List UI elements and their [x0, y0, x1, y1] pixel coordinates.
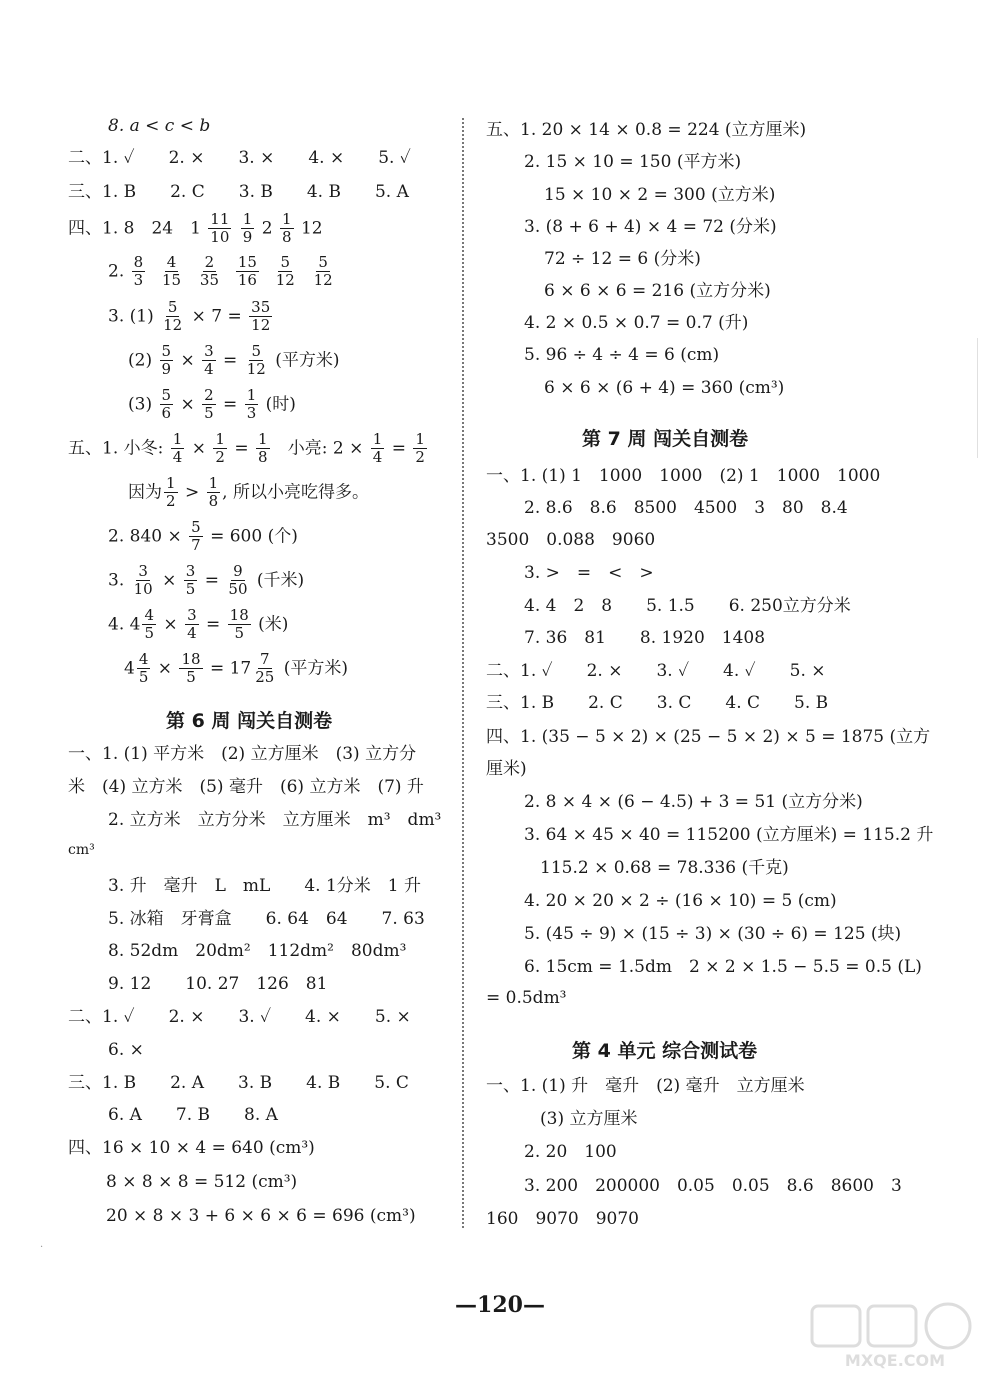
- answer-line: 3500 0.088 9060: [486, 530, 656, 550]
- fraction: $\frac{1}{8}$: [281, 210, 292, 246]
- answer-line: 厘米): [486, 759, 527, 779]
- speck: ·: [40, 1242, 44, 1253]
- answer-line: [108, 255, 337, 289]
- answer-line: 20 × 8 × 3 + 6 × 6 × 6 = 696 (cm³): [106, 1206, 416, 1226]
- answer-line: 一、1. (1) 1 1000 1000 (2) 1 1000 1000: [486, 466, 881, 486]
- answer-line: 8. 52dm 20dm² 112dm² 80dm³: [108, 941, 407, 961]
- answer-line: 15 × 10 × 2 = 300 (立方米): [544, 185, 776, 205]
- answer-line: 3. 升 毫升 L mL 4. 1分米 1 升: [108, 876, 421, 896]
- line-text: = 17: [209, 658, 252, 679]
- line-text: 2: [261, 218, 273, 239]
- answer-line: 4. 4 $\frac{4}{5}$ × $\frac{3}{4}$ = $\frac{18}{5}$ (米): [108, 606, 289, 642]
- answer-line: (3) $\frac{5}{6}$ × $\frac{2}{5}$ = $\frac{1}{3}$ (时): [128, 386, 296, 422]
- fraction: $\frac{11}{10}$: [210, 210, 230, 246]
- answer-line: 4. 20 × 20 × 2 ÷ (16 × 10) = 5 (cm): [524, 891, 837, 911]
- svg-text:MXQE.COM: MXQE.COM: [844, 1351, 946, 1370]
- line-text: (2): [128, 350, 153, 371]
- answer-line: 72 ÷ 12 = 6 (分米): [544, 249, 701, 269]
- answer-line: 9. 12 10. 27 126 81: [108, 974, 328, 994]
- section-heading: 第 4 单元 综合测试卷: [572, 1040, 758, 1062]
- line-text: 4: [124, 658, 135, 679]
- line-text: 12: [300, 218, 323, 239]
- answer-line: 四、1. (35 − 5 × 2) × (25 − 5 × 2) × 5 = 1875 (立方: [486, 727, 931, 747]
- fraction: $\frac{4}{5}$: [144, 606, 154, 642]
- line-text: = 600 (个): [210, 526, 298, 547]
- unit-text: (千米): [256, 570, 305, 591]
- page-number: —120—: [455, 1292, 545, 1318]
- fraction: $\frac{5}{12}$: [313, 253, 333, 289]
- answer-line: 3. 64 × 45 × 40 = 115200 (立方厘米) = 115.2 升: [524, 825, 934, 845]
- answer-line: (2) $\frac{5}{9}$ × $\frac{3}{4}$ = $\frac{5}{12}$ (平方米): [128, 342, 340, 378]
- fraction: $\frac{5}{12}$: [246, 342, 266, 378]
- answer-line: 6. A 7. B 8. A: [108, 1105, 278, 1125]
- answer-line: 3. (8 + 6 + 4) × 4 = 72 (分米): [524, 217, 777, 237]
- answer-line: 6 × 6 × (6 + 4) = 360 (cm³): [544, 378, 785, 398]
- line-text: 四、1. 8 24 1: [68, 218, 201, 239]
- line-text: 因为: [128, 482, 162, 503]
- answer-line: 3. 200 200000 0.05 0.05 8.6 8600 3: [524, 1176, 902, 1196]
- line-text: 4. 4: [108, 614, 141, 635]
- answer-line: 6. 15cm = 1.5dm 2 × 2 × 1.5 − 5.5 = 0.5 (L): [524, 957, 922, 977]
- fraction: $\frac{18}{5}$: [229, 606, 249, 642]
- answer-line: = 0.5dm³: [486, 988, 567, 1008]
- answer-line: 四、16 × 10 × 4 = 640 (cm³): [68, 1138, 315, 1158]
- answer-line: 3. $\frac{3}{10}$ × $\frac{3}{5}$ = $\frac{9}{50}$ (千米): [108, 562, 305, 598]
- fraction: $\frac{5}{12}$: [275, 253, 295, 289]
- fraction: $\frac{2}{5}$: [204, 386, 214, 422]
- fraction: $\frac{5}{12}$: [163, 298, 183, 334]
- fraction: $\frac{1}{9}$: [242, 210, 253, 246]
- answer-line: 五、1. 小冬: $\frac{1}{4}$ × $\frac{1}{2}$ = $\frac{1}{8}$ 小亮: 2 × $\frac{1}{4}$ = $\frac{1}{2}$: [68, 430, 425, 466]
- fraction: $\frac{1}{3}$: [246, 386, 257, 422]
- line-text: × 7 =: [191, 306, 242, 327]
- fraction: $\frac{5}{6}$: [161, 386, 172, 422]
- fraction: $\frac{1}{8}$: [257, 430, 268, 466]
- answer-line: 二、1. ✓ 2. × 3. × 4. × 5. ✓: [68, 148, 411, 168]
- answer-line: 米 (4) 立方米 (5) 毫升 (6) 立方米 (7) 升: [68, 777, 424, 797]
- line-text: 小亮: 2 ×: [287, 438, 364, 459]
- answer-line: 6 × 6 × 6 = 216 (立方分米): [544, 281, 771, 301]
- fraction: $\frac{5}{7}$: [191, 518, 201, 554]
- answer-line: 8. a < c < b: [108, 116, 211, 136]
- section-heading: 第 7 周 闯关自测卷: [582, 428, 749, 450]
- answer-line: 160 9070 9070: [486, 1209, 639, 1229]
- answer-line: (3) 立方厘米: [540, 1109, 638, 1129]
- unit-text: (米): [258, 614, 289, 635]
- answer-line: 三、1. B 2. A 3. B 4. B 5. C: [68, 1073, 409, 1093]
- answer-line: 二、1. ✓ 2. × 3. ✓ 4. × 5. ×: [68, 1007, 411, 1027]
- answer-line: 二、1. ✓ 2. × 3. ✓ 4. ✓ 5. ×: [486, 661, 826, 681]
- line-text: (3): [128, 394, 153, 415]
- line-text: 2.: [108, 261, 125, 282]
- unit-text: (平方米): [275, 350, 340, 371]
- line-text: 五、1. 小冬:: [68, 438, 164, 459]
- fraction: $\frac{2}{35}$: [199, 253, 219, 289]
- answer-line: 5. 96 ÷ 4 ÷ 4 = 6 (cm): [524, 345, 720, 365]
- answer-line: 5. 冰箱 牙膏盒 6. 64 64 7. 63: [108, 909, 425, 929]
- watermark-logo: [810, 1302, 980, 1372]
- fraction: $\frac{1}{8}$: [208, 474, 219, 510]
- answer-line: 4 $\frac{4}{5}$ × $\frac{18}{5}$ = 17 $\frac{7}{25}$ (平方米): [124, 650, 348, 686]
- answer-line: [108, 520, 298, 554]
- fraction: $\frac{8}{3}$: [133, 253, 144, 289]
- answer-line: 2. 立方米 立方分米 立方厘米 m³ dm³: [108, 810, 442, 830]
- answer-line: [68, 212, 323, 246]
- answer-line: 6. ×: [108, 1040, 144, 1060]
- answer-line: 2. 20 100: [524, 1142, 617, 1162]
- answer-line: 3. > = < >: [524, 563, 654, 583]
- fraction: $\frac{3}{4}$: [204, 342, 214, 378]
- fraction: $\frac{4}{5}$: [138, 650, 149, 686]
- fraction: $\frac{1}{2}$: [215, 430, 225, 466]
- answer-line: 2. 15 × 10 = 150 (平方米): [524, 152, 742, 172]
- unit-text: (时): [265, 394, 296, 415]
- answer-line: 4. 4 2 8 5. 1.5 6. 250立方分米: [524, 596, 851, 616]
- section-heading: 第 6 周 闯关自测卷: [166, 710, 333, 732]
- answer-line: 五、1. 20 × 14 × 0.8 = 224 (立方厘米): [486, 120, 807, 140]
- line-text: 3.: [108, 570, 125, 591]
- answer-line: 因为 $\frac{1}{2}$ > $\frac{1}{8}$ , 所以小亮吃得多。: [128, 474, 369, 510]
- line-text: 3. (1): [108, 306, 154, 327]
- fraction: $\frac{7}{25}$: [255, 650, 275, 686]
- fraction: $\frac{3}{4}$: [187, 606, 197, 642]
- fraction: $\frac{1}{2}$: [415, 430, 425, 466]
- fraction: $\frac{4}{15}$: [162, 253, 182, 289]
- answer-line: 三、1. B 2. C 3. B 4. B 5. A: [68, 182, 409, 202]
- answer-line: [108, 300, 274, 334]
- answer-line: 三、1. B 2. C 3. C 4. C 5. B: [486, 693, 829, 713]
- answer-line: 2. 8.6 8.6 8500 4500 3 80 8.4: [524, 498, 848, 518]
- unit-text: (平方米): [283, 658, 348, 679]
- fraction: $\frac{5}{9}$: [161, 342, 172, 378]
- fraction: $\frac{18}{5}$: [181, 650, 201, 686]
- fraction: $\frac{35}{12}$: [251, 298, 271, 334]
- fraction: $\frac{3}{5}$: [185, 562, 196, 598]
- fraction: $\frac{1}{4}$: [372, 430, 383, 466]
- answer-line: 8 × 8 × 8 = 512 (cm³): [106, 1172, 298, 1192]
- fraction: $\frac{9}{50}$: [228, 562, 248, 598]
- answer-line: cm³: [68, 842, 95, 858]
- answer-line: 2. 8 × 4 × (6 − 4.5) + 3 = 51 (立方分米): [524, 792, 863, 812]
- answer-line: 一、1. (1) 平方米 (2) 立方厘米 (3) 立方分: [68, 744, 417, 764]
- line-text: 2. 840 ×: [108, 526, 182, 547]
- fraction: $\frac{3}{10}$: [133, 562, 153, 598]
- fraction: $\frac{1}{4}$: [172, 430, 183, 466]
- edge-mark: [977, 338, 992, 458]
- fraction: $\frac{1}{2}$: [166, 474, 176, 510]
- column-divider: [462, 118, 464, 1228]
- fraction: $\frac{15}{16}$: [237, 253, 257, 289]
- answer-line: 5. (45 ÷ 9) × (15 ÷ 3) × (30 ÷ 6) = 125 (块): [524, 924, 902, 944]
- answer-line: 115.2 × 0.68 = 78.336 (千克): [540, 858, 789, 878]
- answer-line: 7. 36 81 8. 1920 1408: [524, 628, 766, 648]
- answer-line: 一、1. (1) 升 毫升 (2) 毫升 立方厘米: [486, 1076, 805, 1096]
- line-text: , 所以小亮吃得多。: [222, 482, 369, 503]
- answer-line: 4. 2 × 0.5 × 0.7 = 0.7 (升): [524, 313, 749, 333]
